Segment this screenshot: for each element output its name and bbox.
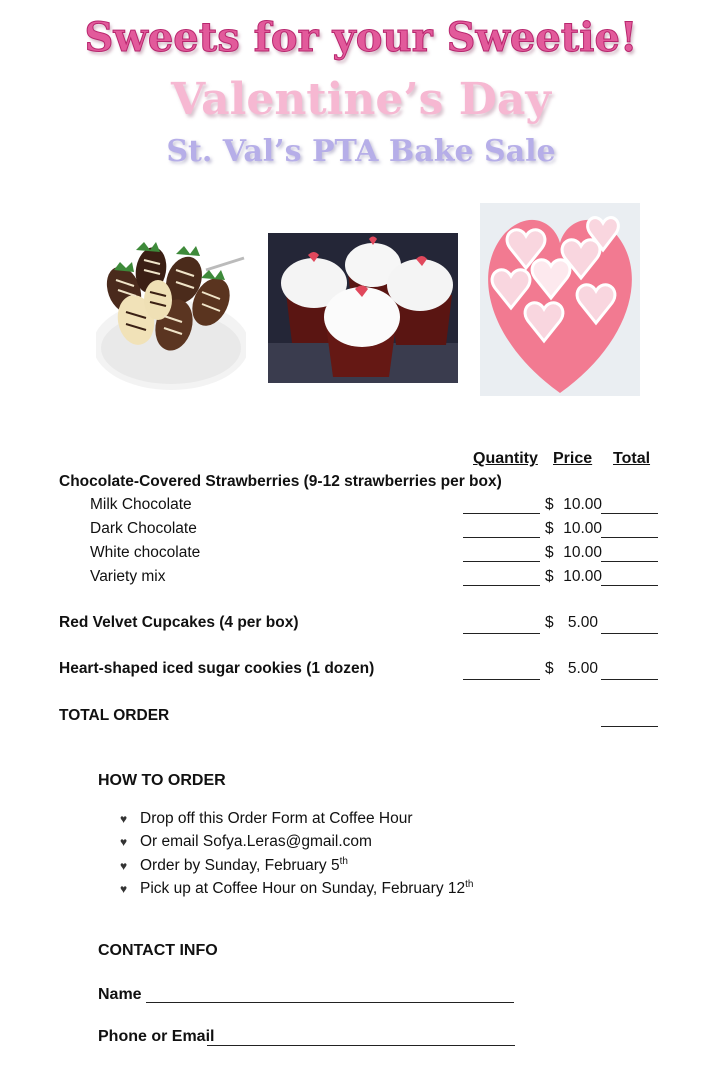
valentines-day-title: Valentine’s Day xyxy=(171,74,551,125)
item-price: 10.00 xyxy=(563,496,602,513)
how-to-order-item xyxy=(120,810,413,828)
dollar-sign: $ xyxy=(545,660,554,677)
total-field[interactable] xyxy=(601,537,658,538)
dollar-sign: $ xyxy=(545,544,554,561)
phone-email-field[interactable] xyxy=(207,1045,515,1046)
bake-sale-subtitle: St. Val’s PTA Bake Sale xyxy=(166,134,556,169)
item-label: Heart-shaped iced sugar cookies (1 dozen) xyxy=(59,660,375,677)
heart-cookies-photo xyxy=(480,203,640,396)
order-row-milk-chocolate xyxy=(0,496,722,520)
contact-info-title: CONTACT INFO xyxy=(98,942,218,959)
quantity-field[interactable] xyxy=(463,537,540,538)
total-field[interactable] xyxy=(601,679,658,680)
total-order-label: TOTAL ORDER xyxy=(59,707,170,724)
dollar-sign: $ xyxy=(545,496,554,513)
total-field[interactable] xyxy=(601,513,658,514)
order-row-cookies xyxy=(0,660,722,684)
quantity-field[interactable] xyxy=(463,679,540,680)
item-price: 10.00 xyxy=(563,568,602,585)
quantity-field[interactable] xyxy=(463,633,540,634)
red-velvet-cupcakes-photo xyxy=(268,233,458,383)
item-price: 5.00 xyxy=(567,614,598,631)
quantity-field[interactable] xyxy=(463,561,540,562)
total-field[interactable] xyxy=(601,585,658,586)
heart-bullet-icon: ♥ xyxy=(120,812,128,826)
how-to-order-item xyxy=(120,879,473,898)
dollar-sign: $ xyxy=(545,520,554,537)
chocolate-covered-strawberries-photo xyxy=(96,230,246,405)
total-order-field[interactable] xyxy=(601,726,658,727)
how-to-order-title: HOW TO ORDER xyxy=(98,772,226,789)
dollar-sign: $ xyxy=(545,614,554,631)
name-field[interactable] xyxy=(146,1002,514,1003)
ordinal-suffix: th xyxy=(465,879,474,890)
price-column-header: Price xyxy=(553,450,593,467)
dollar-sign: $ xyxy=(545,568,554,585)
item-label: Dark Chocolate xyxy=(90,520,197,537)
total-column-header: Total xyxy=(613,450,651,467)
quantity-column-header: Quantity xyxy=(473,450,538,467)
bullet-text: Drop off this Order Form at Coffee Hour xyxy=(140,810,413,827)
strawberries-heading: Chocolate-Covered Strawberries (9-12 strawberries per box) xyxy=(59,473,502,490)
heart-bullet-icon: ♥ xyxy=(120,835,128,849)
quantity-field[interactable] xyxy=(463,513,540,514)
item-price: 10.00 xyxy=(563,520,602,537)
phone-email-label: Phone or Email xyxy=(98,1028,215,1045)
ordinal-suffix: th xyxy=(339,856,348,867)
quantity-field[interactable] xyxy=(463,585,540,586)
item-label: Variety mix xyxy=(90,568,166,585)
bullet-text: Order by Sunday, February 5 xyxy=(140,857,340,875)
total-order-row xyxy=(0,707,722,731)
order-row-dark-chocolate xyxy=(0,520,722,544)
total-field[interactable] xyxy=(601,561,658,562)
total-field[interactable] xyxy=(601,633,658,634)
bullet-text: Pick up at Coffee Hour on Sunday, February 12 xyxy=(140,880,466,898)
how-to-order-item xyxy=(120,833,372,851)
how-to-order-item xyxy=(120,856,348,875)
item-price: 5.00 xyxy=(567,660,598,677)
name-label: Name xyxy=(98,986,142,1003)
item-label: White chocolate xyxy=(90,544,201,561)
order-row-cupcakes xyxy=(0,614,722,638)
order-row-variety-mix xyxy=(0,568,722,592)
item-label: Red Velvet Cupcakes (4 per box) xyxy=(59,614,299,631)
item-price: 10.00 xyxy=(563,544,602,561)
item-label: Milk Chocolate xyxy=(90,496,192,513)
bullet-text: Or email Sofya.Leras@gmail.com xyxy=(140,833,372,850)
heart-bullet-icon: ♥ xyxy=(120,882,128,897)
main-title: Sweets for your Sweetie! xyxy=(84,14,638,61)
order-row-white-chocolate xyxy=(0,544,722,568)
heart-bullet-icon: ♥ xyxy=(120,859,128,874)
